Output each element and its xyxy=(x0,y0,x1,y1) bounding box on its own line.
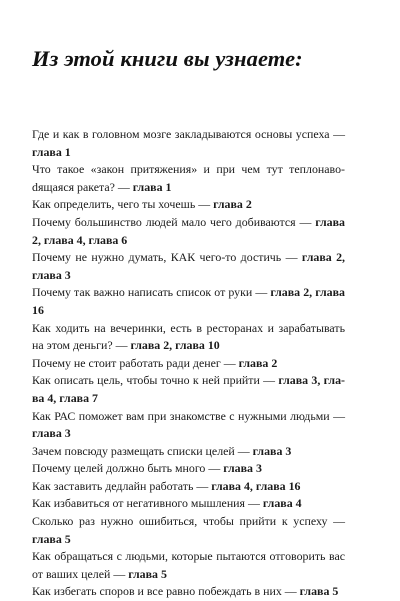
list-item xyxy=(32,214,345,249)
list-item xyxy=(32,460,345,478)
chapter-ref: глава 2 xyxy=(238,355,278,370)
topic-text: Как РАС поможет вам при знакомстве с нужными людьми — xyxy=(32,408,345,423)
topic-text: Сколько раз нужно ошибиться, чтобы прийти к успеху — xyxy=(32,514,345,529)
chapter-ref: глава 4, глава 16 xyxy=(211,478,301,493)
topic-text: Почему целей должно быть много — xyxy=(32,461,224,476)
list-item xyxy=(32,249,345,284)
list-item xyxy=(32,284,345,319)
list-item xyxy=(32,372,345,407)
list-item xyxy=(32,443,345,461)
list-item xyxy=(32,583,345,601)
list-item xyxy=(32,478,345,496)
chapter-ref: глава 1 xyxy=(32,144,71,159)
list-item xyxy=(32,408,345,443)
topic-text: Как избегать споров и все равно побеждать в них — xyxy=(32,584,300,599)
topic-text: Как избавиться от негативного мышления — xyxy=(32,496,263,511)
list-item xyxy=(32,495,345,513)
topic-text: Как заставить дедлайн работать — xyxy=(32,478,212,493)
chapter-ref: глава 2, глава 3 xyxy=(32,250,346,282)
topics-list xyxy=(32,126,345,601)
list-item xyxy=(32,320,345,355)
chapter-ref: глава 2, глава 10 xyxy=(130,338,220,353)
topic-text: Что такое «закон притяжения» и при чем тут теплонавоdящаяся ракета? — xyxy=(32,162,345,194)
chapter-ref: глава 2, глава 4, глава 6 xyxy=(32,214,345,247)
list-item xyxy=(32,126,345,161)
topic-text: Как определить, чего ты хочешь — xyxy=(32,197,214,212)
topic-text: Как ходить на вечеринки, есть в ресторанах и зарабатывать на этом деньги? — xyxy=(32,320,345,353)
topic-text: Где и как в головном мозге закладываются основы успеха — xyxy=(32,127,345,141)
chapter-ref: глава 4 xyxy=(262,496,302,511)
list-item xyxy=(32,513,345,548)
topic-text: Как обращаться с людьми, которые пытаются отговорить вас от ваших целей — xyxy=(32,549,345,581)
list-item xyxy=(32,548,345,583)
topic-text: Зачем повсюду размещать списки целей — xyxy=(32,443,253,458)
chapter-ref: глава 5 xyxy=(32,531,71,546)
page-heading: Из этой книги вы узнаете: xyxy=(32,46,303,71)
chapter-ref: глава 5 xyxy=(299,584,339,599)
chapter-ref: глава 3 xyxy=(252,443,292,458)
topic-text: Как описать цель, чтобы точно к ней прийти — xyxy=(32,373,279,388)
chapter-ref: глава 2 xyxy=(213,197,252,212)
list-item xyxy=(32,355,345,373)
chapter-ref: глава 2, глава 16 xyxy=(32,285,345,317)
topic-text: Почему большинство людей мало чего добиваются — xyxy=(32,214,316,229)
topic-text: Почему не стоит работать ради денег — xyxy=(32,355,239,370)
list-item xyxy=(32,161,345,196)
chapter-ref: глава 1 xyxy=(132,179,172,194)
chapter-ref: глава 3, глава 4, глава 7 xyxy=(32,373,345,405)
chapter-ref: глава 5 xyxy=(128,566,167,581)
list-item xyxy=(32,196,345,214)
chapter-ref: глава 3 xyxy=(223,461,262,476)
topic-text: Почему так важно написать список от руки — xyxy=(32,285,271,300)
topic-text: Почему не нужно думать, КАК чего-то достичь — xyxy=(32,250,302,265)
book-page xyxy=(32,0,345,598)
chapter-ref: глава 3 xyxy=(32,426,71,441)
